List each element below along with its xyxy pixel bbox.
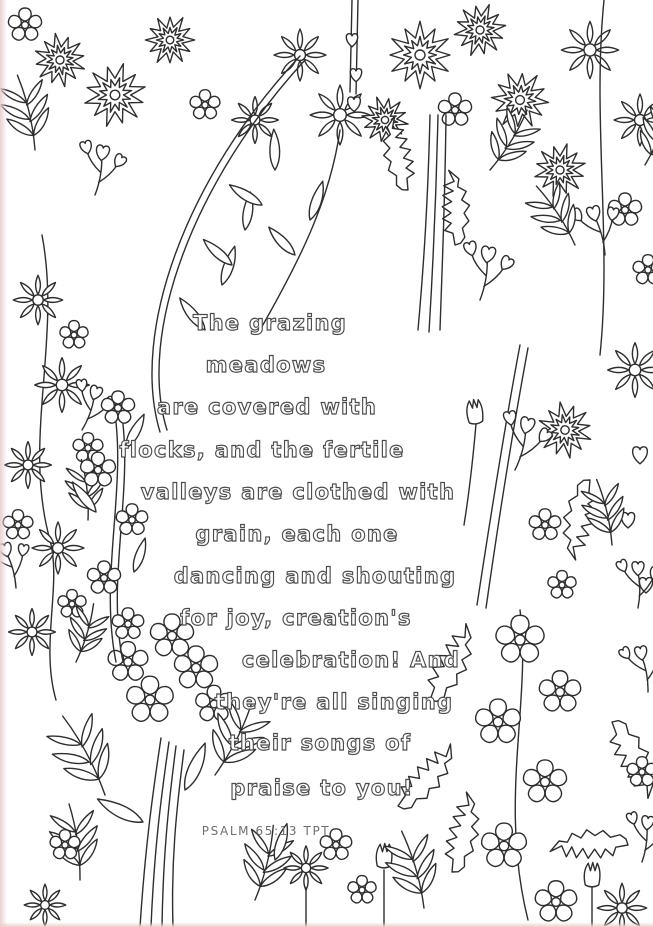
verse-line: dancing and shouting <box>173 564 457 588</box>
scripture-reference: PSALM 65:13 TPT <box>201 824 331 838</box>
scan-edge-tint-left <box>0 0 7 927</box>
verse-line: meadows <box>205 353 327 377</box>
verse-line: are covered with <box>156 395 378 419</box>
verse-line: for joy, creation's <box>180 606 412 630</box>
verse-line: flocks, and the fertile <box>119 438 405 462</box>
verse-line: grain, each one <box>195 522 399 546</box>
verse-line: they're all singing <box>214 690 454 714</box>
verse-line: praise to you! <box>230 776 414 800</box>
verse-line: The grazing <box>192 311 348 335</box>
verse-line: valleys are clothed with <box>140 480 456 504</box>
verse-line: celebration! And <box>241 648 461 672</box>
scan-edge-tint-bottom <box>0 922 653 927</box>
verse-line: their songs of <box>228 731 412 755</box>
